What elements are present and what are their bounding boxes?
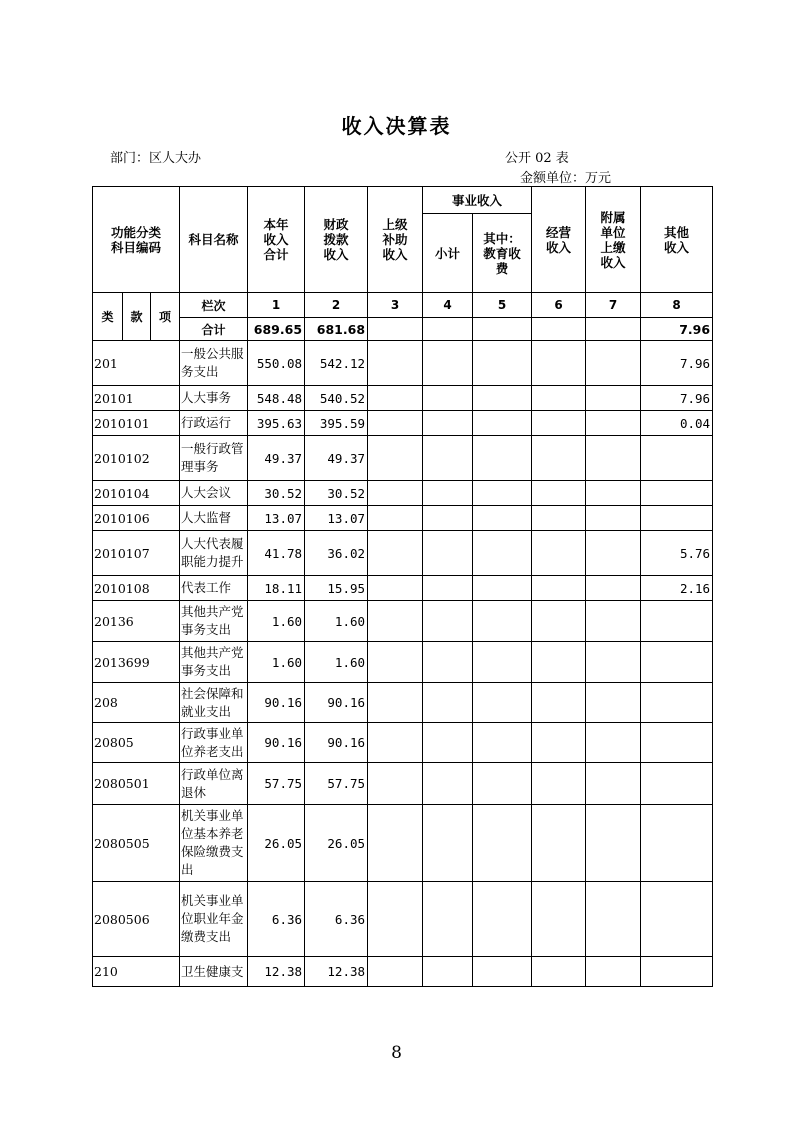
header-kuan: 款 [123,293,151,341]
empty-cell [473,341,532,386]
header-upper-subsidy: 上级补助收入 [368,187,423,293]
table-row [93,411,713,436]
row-subject-name: 其他共产党事务支出 [180,642,248,683]
header-business: 经营收入 [532,187,586,293]
col-number: 8 [641,293,713,318]
header-row [93,187,713,214]
empty-cell [368,531,423,576]
empty-cell [368,763,423,805]
row-code: 2013699 [93,642,180,683]
row-other [641,957,713,987]
empty-cell [423,436,473,481]
row-code: 210 [93,957,180,987]
row-total: 1.60 [248,642,305,683]
row-other [641,882,713,957]
table-row [93,481,713,506]
row-code: 20136 [93,601,180,642]
empty-cell [532,506,586,531]
empty-cell [532,683,586,723]
table-row [93,763,713,805]
empty-cell [368,411,423,436]
summary-total: 689.65 [248,318,305,341]
summary-row [93,318,713,341]
row-subject-name: 社会保障和就业支出 [180,683,248,723]
row-fiscal: 49.37 [305,436,368,481]
page-title: 收入决算表 [341,114,452,138]
table-row [93,436,713,481]
row-other: 7.96 [641,386,713,411]
row-subject-name: 一般公共服务支出 [180,341,248,386]
row-code: 2080506 [93,882,180,957]
empty-cell [532,531,586,576]
table-row [93,805,713,882]
row-total: 1.60 [248,601,305,642]
header-subject-name: 科目名称 [180,187,248,293]
empty-cell [473,723,532,763]
col-number: 3 [368,293,423,318]
row-code: 2010102 [93,436,180,481]
row-code: 2010104 [93,481,180,506]
empty-cell [473,506,532,531]
empty-cell [532,386,586,411]
row-total: 30.52 [248,481,305,506]
row-code: 2010101 [93,411,180,436]
row-subject-name: 行政事业单位养老支出 [180,723,248,763]
header-other: 其他收入 [641,187,713,293]
empty-cell [532,723,586,763]
row-code: 2010108 [93,576,180,601]
row-subject-name: 机关事业单位基本养老保险缴费支出 [180,805,248,882]
row-other: 0.04 [641,411,713,436]
empty-cell [532,882,586,957]
empty-cell [423,531,473,576]
row-fiscal: 36.02 [305,531,368,576]
empty-cell [473,601,532,642]
empty-cell [368,601,423,642]
col-number: 5 [473,293,532,318]
header-affiliated: 附属单位上缴收入 [586,187,641,293]
col-number: 7 [586,293,641,318]
empty-cell [473,531,532,576]
header-subtotal: 小计 [423,214,473,293]
row-other [641,683,713,723]
row-total: 49.37 [248,436,305,481]
empty-cell [423,805,473,882]
row-total: 41.78 [248,531,305,576]
empty-cell [368,386,423,411]
row-other [641,481,713,506]
row-other: 5.76 [641,531,713,576]
row-total: 13.07 [248,506,305,531]
header-career-income: 事业收入 [423,187,532,214]
row-code: 201 [93,341,180,386]
row-other [641,436,713,481]
empty-cell [368,576,423,601]
income-final-accounts-table [92,186,713,987]
table-row [93,601,713,642]
row-fiscal: 12.38 [305,957,368,987]
row-total: 90.16 [248,683,305,723]
empty-cell [586,601,641,642]
row-other: 2.16 [641,576,713,601]
row-total: 550.08 [248,341,305,386]
header-func-code: 功能分类科目编码 [93,187,180,293]
header-xiang: 项 [151,293,180,341]
column-number-row [93,293,713,318]
amount-unit: 金额单位：万元 [520,171,612,186]
empty-cell [423,411,473,436]
empty-cell [586,957,641,987]
row-total: 12.38 [248,957,305,987]
row-code: 20805 [93,723,180,763]
empty-cell [423,723,473,763]
col-number: 4 [423,293,473,318]
row-subject-name: 人大会议 [180,481,248,506]
empty-cell [473,642,532,683]
summary-label: 合计 [180,318,248,341]
empty-cell [586,386,641,411]
empty-cell [586,341,641,386]
empty-cell [368,805,423,882]
empty-cell [368,642,423,683]
row-subject-name: 人大监督 [180,506,248,531]
row-code: 20101 [93,386,180,411]
empty-cell [368,723,423,763]
empty-cell [473,683,532,723]
row-fiscal: 26.05 [305,805,368,882]
table-row [93,683,713,723]
row-total: 18.11 [248,576,305,601]
empty-cell [423,957,473,987]
empty-cell [586,805,641,882]
empty-cell [586,481,641,506]
empty-cell [473,805,532,882]
row-fiscal: 540.52 [305,386,368,411]
empty-cell [473,576,532,601]
row-subject-name: 行政运行 [180,411,248,436]
table-row [93,957,713,987]
row-other [641,601,713,642]
col-number: 1 [248,293,305,318]
empty-cell [473,481,532,506]
empty-cell [423,601,473,642]
empty-cell [423,882,473,957]
empty-cell [473,882,532,957]
row-subject-name: 人大代表履职能力提升 [180,531,248,576]
row-fiscal: 1.60 [305,642,368,683]
empty-cell [423,341,473,386]
row-subject-name: 卫生健康支 [180,957,248,987]
empty-cell [368,683,423,723]
row-subject-name: 人大事务 [180,386,248,411]
header-lei: 类 [93,293,123,341]
header-of-which-edu: 其中：教育收费 [473,214,532,293]
empty-cell [473,957,532,987]
page-number: 8 [391,1043,402,1063]
empty-cell [586,683,641,723]
row-other [641,805,713,882]
row-total: 395.63 [248,411,305,436]
empty-cell [532,601,586,642]
row-code: 208 [93,683,180,723]
table-row [93,506,713,531]
row-other [641,763,713,805]
row-other: 7.96 [641,341,713,386]
table-row [93,386,713,411]
empty-cell [586,576,641,601]
empty-cell [368,882,423,957]
row-subject-name: 一般行政管理事务 [180,436,248,481]
row-fiscal: 13.07 [305,506,368,531]
table-row [93,642,713,683]
empty-cell [586,723,641,763]
row-code: 2010106 [93,506,180,531]
empty-cell [586,642,641,683]
row-fiscal: 1.60 [305,601,368,642]
table-row [93,882,713,957]
empty-cell [532,481,586,506]
empty-cell [586,763,641,805]
header-lanci: 栏次 [180,293,248,318]
empty-cell [586,436,641,481]
empty-cell [532,436,586,481]
row-total: 26.05 [248,805,305,882]
row-other [641,642,713,683]
empty-cell [532,576,586,601]
department-label: 部门：区人大办 [110,151,202,166]
empty-cell [586,411,641,436]
row-total: 57.75 [248,763,305,805]
summary-fiscal: 681.68 [305,318,368,341]
empty-cell [586,531,641,576]
empty-cell [423,481,473,506]
row-other [641,506,713,531]
row-fiscal: 90.16 [305,683,368,723]
row-code: 2080501 [93,763,180,805]
col-number: 2 [305,293,368,318]
empty-cell [368,436,423,481]
row-code: 2010107 [93,531,180,576]
empty-cell [586,506,641,531]
table-row [93,576,713,601]
empty-cell [423,683,473,723]
empty-cell [368,341,423,386]
row-fiscal: 30.52 [305,481,368,506]
row-code: 2080505 [93,805,180,882]
row-fiscal: 90.16 [305,723,368,763]
row-total: 90.16 [248,723,305,763]
row-total: 6.36 [248,882,305,957]
empty-cell [532,805,586,882]
table-row [93,531,713,576]
empty-cell [423,576,473,601]
empty-cell [423,386,473,411]
empty-cell [532,642,586,683]
row-total: 548.48 [248,386,305,411]
empty-cell [368,506,423,531]
empty-cell [473,411,532,436]
header-total-income: 本年收入合计 [248,187,305,293]
empty-cell [473,436,532,481]
row-subject-name: 代表工作 [180,576,248,601]
empty-cell [473,386,532,411]
empty-cell [368,481,423,506]
row-other [641,723,713,763]
empty-cell [368,957,423,987]
row-subject-name: 其他共产党事务支出 [180,601,248,642]
empty-cell [586,882,641,957]
table-row [93,723,713,763]
table-row [93,341,713,386]
header-fiscal: 财政拨款收入 [305,187,368,293]
empty-cell [532,341,586,386]
summary-other: 7.96 [641,318,713,341]
col-number: 6 [532,293,586,318]
empty-cell [423,763,473,805]
empty-cell [423,642,473,683]
row-subject-name: 机关事业单位职业年金缴费支出 [180,882,248,957]
empty-cell [473,763,532,805]
row-fiscal: 15.95 [305,576,368,601]
row-fiscal: 6.36 [305,882,368,957]
empty-cell [532,411,586,436]
row-fiscal: 542.12 [305,341,368,386]
empty-cell [532,763,586,805]
form-number: 公开 02 表 [505,151,569,166]
empty-cell [532,957,586,987]
row-subject-name: 行政单位离退休 [180,763,248,805]
row-fiscal: 57.75 [305,763,368,805]
empty-cell [423,506,473,531]
row-fiscal: 395.59 [305,411,368,436]
